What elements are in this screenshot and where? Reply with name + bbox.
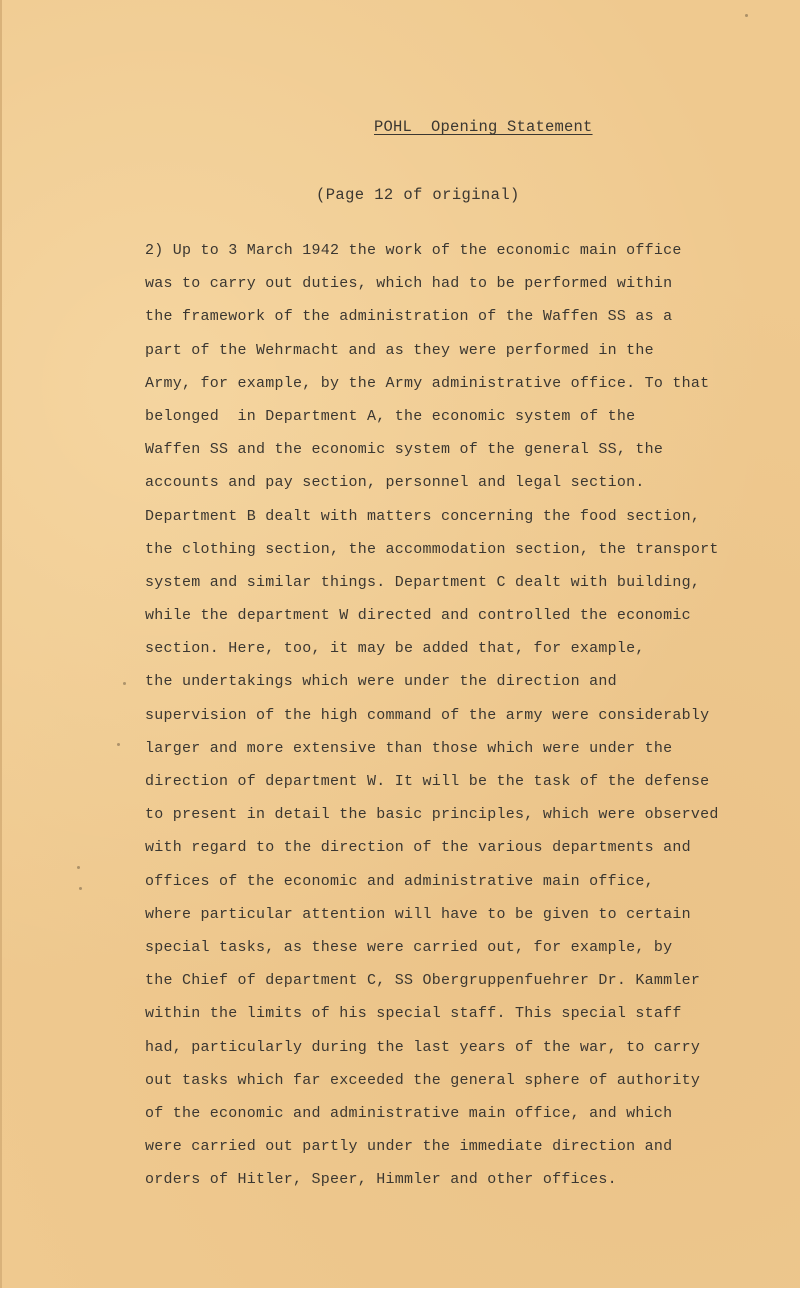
text-line: were carried out partly under the immediate direction and <box>145 1138 673 1156</box>
text-line: the framework of the administration of the Waffen SS as a <box>145 308 673 326</box>
text-line: supervision of the high command of the army were considerably <box>145 706 710 724</box>
page-edge <box>0 0 2 1288</box>
text-line: belonged in Department A, the economic system of the <box>145 407 636 425</box>
text-line: section. Here, too, it may be added that, for example, <box>145 640 645 658</box>
text-line: part of the Wehrmacht and as they were performed in the <box>145 341 654 359</box>
text-line: Army, for example, by the Army administrative office. To that <box>145 374 710 392</box>
page-reference: (Page 12 of original) <box>316 186 520 204</box>
paper-speck <box>123 682 126 685</box>
text-line: the undertakings which were under the direction and <box>145 673 617 691</box>
text-line: special tasks, as these were carried out, for example, by <box>145 938 673 956</box>
text-line: the clothing section, the accommodation section, the transport <box>145 540 719 558</box>
paper-speck <box>745 14 748 17</box>
text-line: larger and more extensive than those which were under the <box>145 739 673 757</box>
text-line: within the limits of his special staff. This special staff <box>145 1005 682 1023</box>
text-line: 2) Up to 3 March 1942 the work of the economic main office <box>145 242 682 259</box>
text-line: with regard to the direction of the various departments and <box>145 839 691 857</box>
text-line: the Chief of department C, SS Obergruppenfuehrer Dr. Kammler <box>145 972 701 990</box>
text-line: system and similar things. Department C dealt with building, <box>145 573 701 591</box>
text-line: to present in detail the basic principles, which were observed <box>145 806 719 824</box>
text-line: Waffen SS and the economic system of the general SS, the <box>145 441 664 459</box>
text-line: accounts and pay section, personnel and legal section. <box>145 474 645 492</box>
text-line: Department B dealt with matters concerning the food section, <box>145 507 701 525</box>
text-line: out tasks which far exceeded the general sphere of authority <box>145 1071 701 1089</box>
text-line: offices of the economic and administrative main office, <box>145 872 654 890</box>
paper-speck <box>77 866 80 869</box>
text-line: where particular attention will have to be given to certain <box>145 905 691 923</box>
text-line: while the department W directed and controlled the economic <box>145 607 691 625</box>
text-line: had, particularly during the last years of the war, to carry <box>145 1038 701 1056</box>
paper-speck <box>79 887 82 890</box>
text-line: direction of department W. It will be the task of the defense <box>145 773 710 790</box>
document-title: POHL Opening Statement <box>374 118 593 136</box>
statement-body <box>145 234 785 1196</box>
paper-speck <box>117 743 120 746</box>
text-line: was to carry out duties, which had to be performed within <box>145 275 673 293</box>
text-line: orders of Hitler, Speer, Himmler and other offices. <box>145 1171 617 1189</box>
text-line: of the economic and administrative main office, and which <box>145 1104 673 1122</box>
